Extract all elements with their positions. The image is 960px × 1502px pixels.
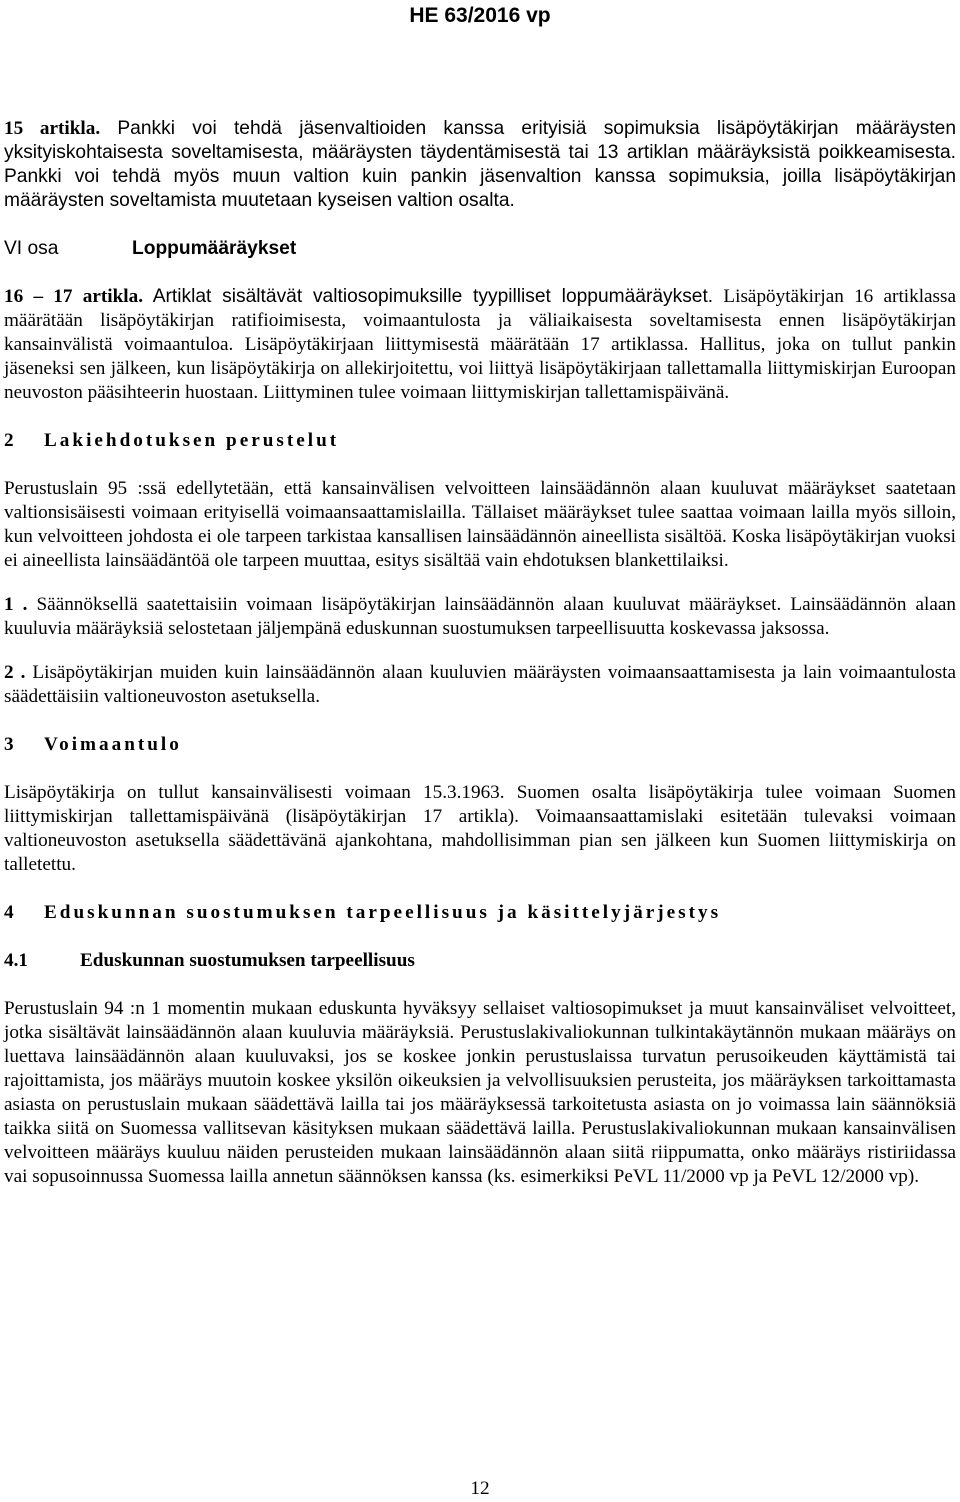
section-4-1-number: 4.1 <box>4 950 28 971</box>
part-6-title: Loppumääräykset <box>132 238 297 259</box>
section-2-title: Lakiehdotuksen perustelut <box>44 430 340 451</box>
section-3-paragraph: Lisäpöytäkirja on tullut kansainvälisesti voimaan 15.3.1963. Suomen osalta lisäpöytäkirja tulee voimaan Suomen liittymiskirjan tallettamispäivänä (lisäpöytäkirjan 17 artikla). Voimaansaattamislaki esitetään tulevaksi voimaan valtioneuvoston asetuksella säädettävänä ajankohtana, mahdollisimman pian sen jälkeen kun Suomen liittymiskirja on talletettu. <box>4 782 956 875</box>
clause-2-text: Lisäpöytäkirjan muiden kuin lainsäädännön alaan kuuluvien määräysten voimaansaattamisesta ja lain voimaantulosta säädettäisiin valtioneuvoston asetuksella. <box>4 662 957 707</box>
section-2-clause-1 <box>4 593 956 641</box>
clause-2-label: 2 . <box>4 662 26 683</box>
document-body <box>4 117 956 1189</box>
section-4-1-heading <box>4 949 956 973</box>
article-16-17-paragraph <box>4 285 956 405</box>
article-15-paragraph <box>4 117 956 213</box>
section-4-number: 4 <box>4 902 14 923</box>
clause-1-label: 1 . <box>4 594 28 615</box>
clause-1-text: Säännöksellä saatettaisiin voimaan lisäpöytäkirjan lainsäädännön alaan kuuluvat määräykset. Lainsäädännön alaan kuuluvia määräyksiä selostetaan jäljempänä eduskunnan suostumuksen tarpeellisuutta koskevassa jaksossa. <box>4 594 957 639</box>
part-6-number: VI osa <box>4 238 59 259</box>
section-3-title: Voimaantulo <box>44 734 182 755</box>
article-16-17-summary: Artiklat sisältävät valtiosopimuksille tyypilliset loppumääräykset. <box>143 286 714 307</box>
section-2-clause-2 <box>4 661 956 709</box>
section-4-title: Eduskunnan suostumuksen tarpeellisuus ja käsittelyjärjestys <box>44 902 722 923</box>
section-4-1-title: Eduskunnan suostumuksen tarpeellisuus <box>80 950 415 971</box>
page-number: 12 <box>470 1478 490 1499</box>
section-2-paragraph: Perustuslain 95 :ssä edellytetään, että kansainvälisen velvoitteen lainsäädännön alaan kuuluvat määräykset saatetaan valtionsisäisesti voimaan erityisellä voimaansaattamislailla. Tällaiset määräykset tulee saattaa voimaan lailla myös silloin, kun velvoitteen johdosta ei ole tarpeen tarkistaa kansallisen lainsäädännön aineellista sisältöä. Koska lisäpöytäkirjan vuoksi ei aineellista lainsäädäntöä ole tarpeen muuttaa, esitys sisältää vain ehdotuksen blankettilaiksi. <box>4 478 956 571</box>
section-4-1-paragraph: Perustuslain 94 :n 1 momentin mukaan eduskunta hyväksyy sellaiset valtiosopimukset ja muut kansainväliset velvoitteet, jotka sisältävät lainsäädännön alaan kuuluvia määräyksiä. Perustuslakivaliokunnan tulkintakäytännön mukaan määräys on luettava lainsäädännön alaan kuuluvaksi, jos se koskee jonkin perustuslaissa turvatun perusoikeuden käyttämistä tai rajoittamista, jos määräys muutoin koskee yksilön oikeuksien ja velvollisuuksien perusteita, jos määräyksen tarkoittamasta asiasta on perustuslain mukaan säädettävä lailla tai jos määräyksessä tarkoitetusta asiasta on jo voimassa lain säännöksiä taikka siitä on Suomessa vallitsevan käsityksen mukaan säädettävä lailla. Perustuslakivaliokunnan mukaan kansainvälisen velvoitteen määräys kuuluu näiden perusteiden mukaan lainsäädännön alaan siitä riippumatta, onko määräys ristiriidassa vai sopusoinnussa Suomessa lailla annetun säännöksen kanssa (ks. esimerkiksi PeVL 11/2000 vp ja PeVL 12/2000 vp). <box>4 998 956 1187</box>
document-header: HE 63/2016 vp <box>409 4 551 27</box>
article-15-text: Pankki voi tehdä jäsenvaltioiden kanssa erityisiä sopimuksia lisäpöytäkirjan määräysten yksityiskohtaisesta soveltamisesta, määräysten täydentämisestä tai 13 artiklan määräyksistä poikkeamisesta. Pankki voi tehdä myös muun valtion kuin pankin jäsenvaltion kanssa sopimuksia, joilla lisäpöytäkirjan määräysten soveltamista muutetaan kyseisen valtion osalta. <box>4 118 956 211</box>
section-3-number: 3 <box>4 734 14 755</box>
article-15-label: 15 artikla. <box>4 118 101 139</box>
section-2-number: 2 <box>4 430 14 451</box>
section-3-heading <box>4 733 956 757</box>
section-4-heading <box>4 901 956 925</box>
section-2-heading <box>4 429 956 453</box>
article-16-17-label: 16 – 17 artikla. <box>4 286 143 307</box>
part-6-heading <box>4 237 956 261</box>
article-16-17-text: Lisäpöytäkirjan 16 artiklassa määrätään lisäpöytäkirjan ratifioimisesta, voimaantulosta ja väliaikaisesta soveltamisesta ennen lisäpöytäkirjan kansainvälistä voimaantuloa. Lisäpöytäkirjaan liittymisestä määrätään 17 artiklassa. Hallitus, joka on tullut pankin jäseneksi sen jälkeen, kun lisäpöytäkirja on allekirjoitettu, voi liittyä lisäpöytäkirjaan tallettamalla liittymiskirjan Euroopan neuvoston pääsihteerin huostaan. Liittyminen tulee voimaan liittymiskirjan tallettamispäivänä. <box>4 286 956 403</box>
